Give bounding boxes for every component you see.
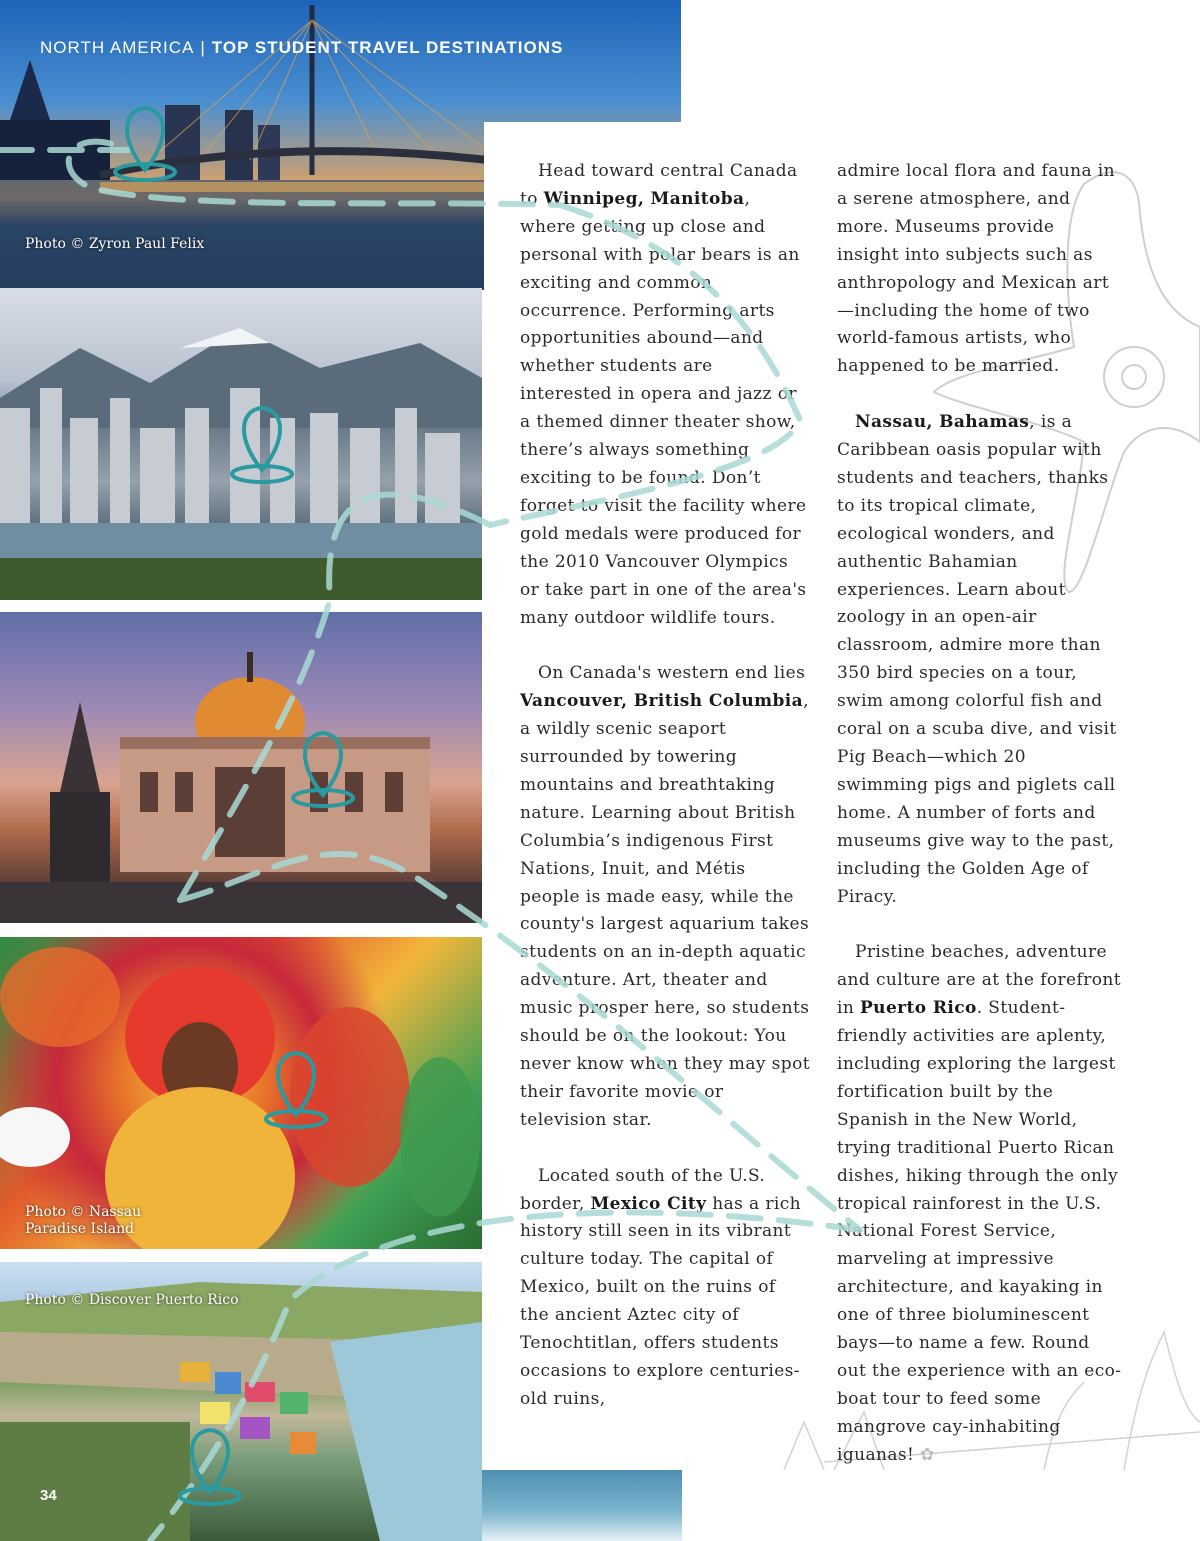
page-number: 34 bbox=[40, 1487, 57, 1504]
place-name: Mexico City bbox=[590, 1193, 707, 1214]
vancouver-photo bbox=[0, 288, 482, 600]
header-title: TOP STUDENT TRAVEL DESTINATIONS bbox=[211, 38, 564, 57]
paragraph-text: Pristine beaches, adventure and culture are at the forefront in bbox=[837, 942, 1121, 1019]
nassau-photo bbox=[0, 937, 482, 1249]
place-name: Puerto Rico bbox=[860, 998, 977, 1019]
mexico-city-photo bbox=[0, 612, 482, 923]
photo-credit: Photo © Zyron Paul Felix bbox=[25, 236, 205, 252]
paragraph-text: , where getting up close and personal with polar bears is an exciting and common occurrence. Performing arts opportunities abound—and whether students are interested in opera and jazz or a themed dinner theater show, there’s always something exciting to be found. Don’t forget to visit the facility where gold medals were produced for the 2010 Vancouver Olympics or take part in one of the area's many outdoor wildlife tours. bbox=[520, 188, 807, 628]
vancouver-skyline-illustration bbox=[0, 288, 482, 600]
paragraph-text: Head toward central Canada to bbox=[520, 161, 798, 209]
mexico-continued-paragraph: admire local flora and fauna in a serene atmosphere, and more. Museums provide insight into subjects such as anthropology and Mexican art—including the home of two world-famous artists, who happened to be married. bbox=[837, 161, 1115, 377]
ocean-strip bbox=[482, 1470, 682, 1541]
end-mark-icon: ✿ bbox=[914, 1444, 935, 1465]
place-name: Nassau, Bahamas bbox=[855, 412, 1030, 433]
page-header bbox=[40, 38, 563, 58]
article-column-1 bbox=[520, 158, 810, 1442]
junkanoo-dancer-illustration bbox=[0, 937, 482, 1249]
paragraph-text: . Student-friendly activities are aplenty, including exploring the largest fortification built by the Spanish in the New World, trying traditional Puerto Rican dishes, hiking through the only tropical rainforest in the U.S. National Forest Service, marveling at impressive architecture, and kayaking in one of three bioluminescent bays—to name a few. Round out the experience with an eco-boat tour to feed some mangrove cay-inhabiting iguanas! bbox=[837, 998, 1122, 1465]
header-separator: | bbox=[200, 38, 206, 57]
article-column-2 bbox=[837, 158, 1122, 1497]
paragraph-text: , is a Caribbean oasis popular with students and teachers, thanks to its tropical climate, ecological wonders, and authentic Bahamian experiences. Learn about zoology in an open-air classroom, admire more than 350 bird species on a tour, swim among colorful fish and coral on a scuba dive, and visit Pig Beach—which 20 swimming pigs and piglets call home. A number of forts and museums give way to the past, including the Golden Age of Piracy. bbox=[837, 412, 1117, 907]
paragraph-text: Located south of the U.S. border, bbox=[520, 1165, 766, 1214]
place-name: Winnipeg, Manitoba bbox=[543, 188, 745, 209]
nassau-paragraph bbox=[837, 409, 1122, 911]
puerto-rico-photo bbox=[0, 1262, 482, 1541]
mexico-paragraph bbox=[520, 1163, 810, 1414]
paragraph-text: has a rich history still seen in its vibrant culture today. The capital of Mexico, built on the ruins of the ancient Aztec city of Tenochtitlan, offers students occasions to explore centuries-old ruins, bbox=[520, 1193, 802, 1409]
header-region: NORTH AMERICA bbox=[40, 38, 195, 57]
palacio-bellas-artes-illustration bbox=[0, 612, 482, 923]
paragraph-text: On Canada's western end lies bbox=[538, 663, 806, 684]
place-name: Vancouver, British Columbia bbox=[520, 691, 804, 712]
photo-credit: Photo © Discover Puerto Rico bbox=[25, 1292, 239, 1308]
puerto-rico-paragraph bbox=[837, 939, 1122, 1469]
winnipeg-paragraph bbox=[520, 158, 810, 632]
photo-credit: Photo © Nassau Paradise Island bbox=[25, 1204, 142, 1237]
vancouver-paragraph bbox=[520, 660, 810, 1134]
paragraph-text: , a wildly scenic seaport surrounded by towering mountains and breathtaking nature. Learning about British Columbia’s indigenous First Nations, Inuit, and Métis people is made easy, while the county's largest aquarium takes students on an in-depth aquatic adventure. Art, theater and music prosper here, so students should be on the lookout: You never know when they may spot their favorite movie or television star. bbox=[520, 691, 810, 1130]
